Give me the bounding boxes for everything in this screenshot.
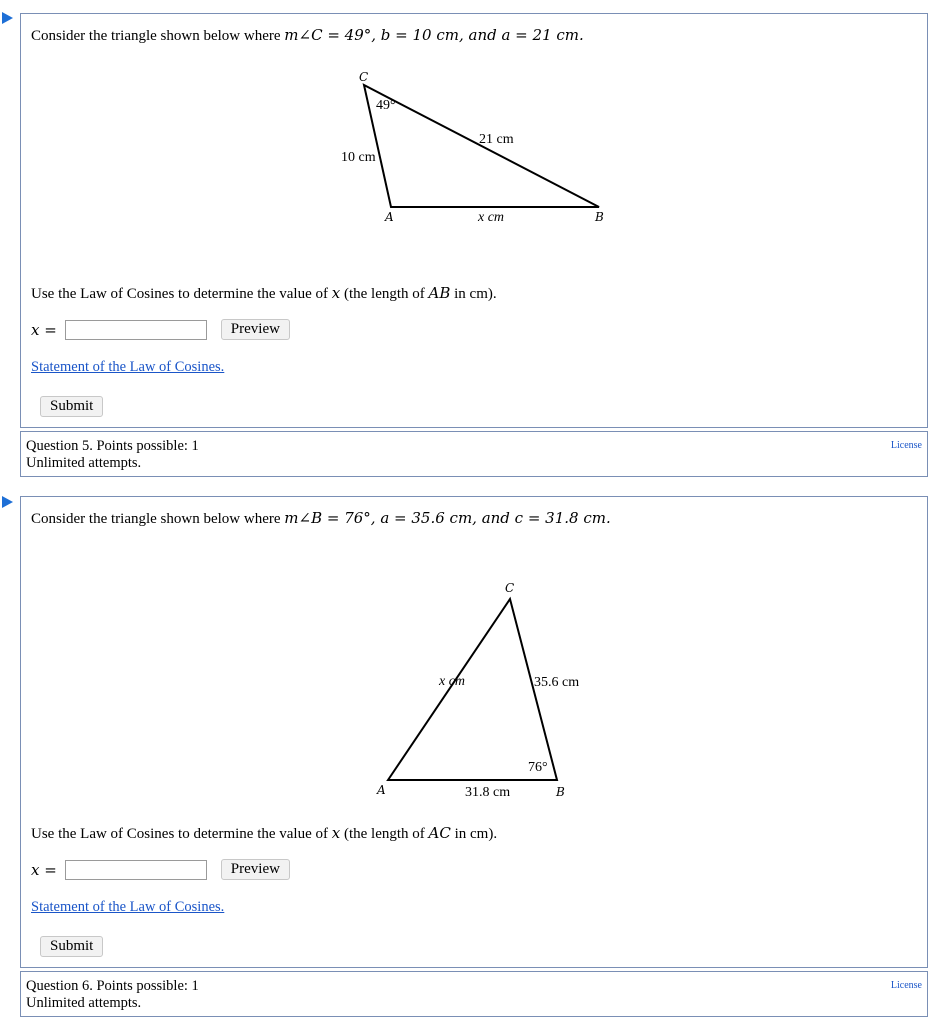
submit-button[interactable]: Submit bbox=[40, 936, 103, 957]
submit-button[interactable]: Submit bbox=[40, 396, 103, 417]
side-ac-label: 10 cm bbox=[341, 150, 376, 165]
side-ab-label: 31.8 cm bbox=[465, 785, 511, 800]
side-bc-label: 35.6 cm bbox=[534, 675, 580, 690]
answer-input[interactable] bbox=[65, 860, 207, 880]
vertex-b-label: B bbox=[595, 210, 604, 224]
triangle-svg bbox=[361, 579, 621, 809]
question-marker-icon bbox=[2, 496, 13, 508]
attempts-text: Unlimited attempts. bbox=[26, 995, 142, 1011]
answer-input[interactable] bbox=[65, 320, 207, 340]
instruction-text: Use the Law of Cosines to determine the value of x (the length of AB in cm). bbox=[31, 284, 497, 302]
vertex-a-label: A bbox=[385, 210, 394, 224]
side-ab-label: x cm bbox=[478, 210, 505, 225]
vertex-c-label: C bbox=[505, 581, 515, 595]
triangle-figure bbox=[331, 69, 631, 239]
question-statement: Consider the triangle shown below where m∠B = 76°, a = 35.6 cm, and c = 31.8 cm. bbox=[31, 509, 611, 527]
preview-button[interactable]: Preview bbox=[221, 319, 290, 340]
license-link[interactable]: License bbox=[890, 980, 922, 991]
points-text: Question 6. Points possible: 1 bbox=[26, 978, 199, 994]
question-marker-icon bbox=[2, 12, 13, 24]
points-text: Question 5. Points possible: 1 bbox=[26, 438, 199, 454]
attempts-text: Unlimited attempts. bbox=[26, 455, 142, 471]
vertex-a-label: A bbox=[377, 783, 386, 797]
angle-label: 49° bbox=[376, 98, 396, 113]
side-bc-label: 21 cm bbox=[479, 132, 514, 147]
law-of-cosines-link[interactable]: Statement of the Law of Cosines. bbox=[31, 359, 225, 375]
law-of-cosines-link[interactable]: Statement of the Law of Cosines. bbox=[31, 899, 225, 915]
triangle-figure bbox=[361, 579, 621, 809]
answer-label: x = bbox=[31, 860, 57, 879]
answer-row bbox=[31, 319, 290, 340]
answer-row bbox=[31, 859, 290, 880]
angle-label: 76° bbox=[528, 760, 548, 775]
question-statement: Consider the triangle shown below where m∠C = 49°, b = 10 cm, and a = 21 cm. bbox=[31, 26, 584, 44]
question-panel-2 bbox=[20, 496, 928, 968]
instruction-text: Use the Law of Cosines to determine the value of x (the length of AC in cm). bbox=[31, 824, 498, 842]
license-link[interactable]: License bbox=[890, 440, 922, 451]
preview-button[interactable]: Preview bbox=[221, 859, 290, 880]
vertex-b-label: B bbox=[556, 785, 565, 799]
answer-label: x = bbox=[31, 320, 57, 339]
side-ac-label: x cm bbox=[439, 674, 466, 689]
question-panel-1 bbox=[20, 13, 928, 428]
triangle-svg bbox=[331, 69, 631, 239]
triangle-shape bbox=[388, 599, 557, 780]
question-info-5 bbox=[20, 431, 928, 477]
vertex-c-label: C bbox=[359, 70, 369, 84]
question-info-6 bbox=[20, 971, 928, 1017]
